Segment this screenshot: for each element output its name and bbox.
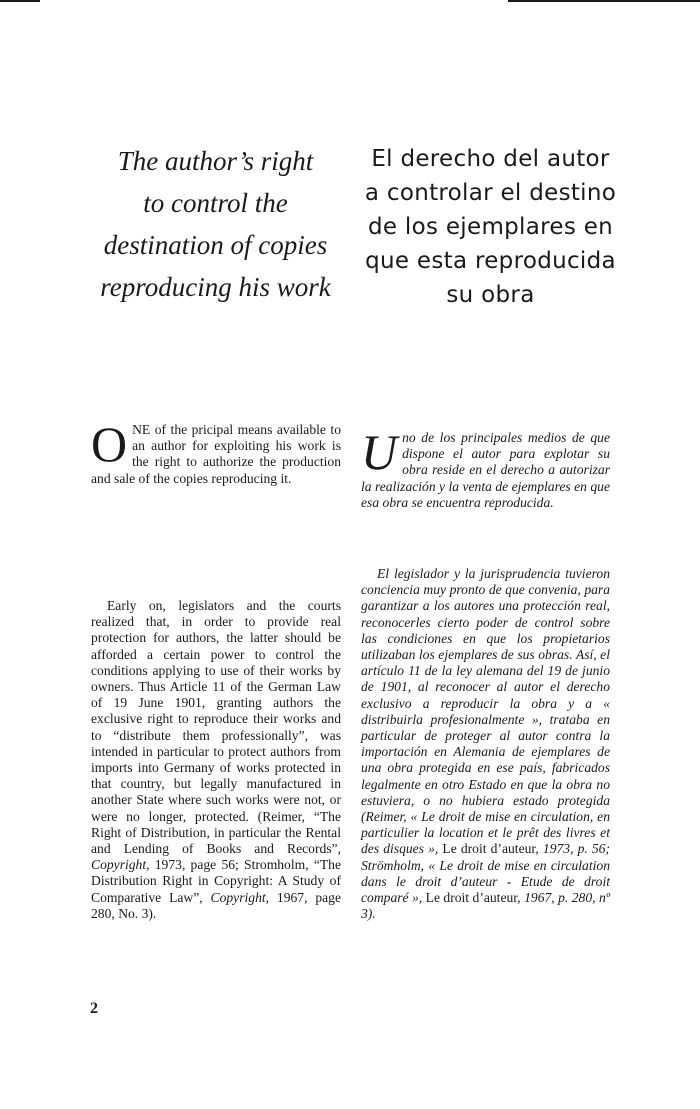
body-en-text: 1967, page 280, No. 3).	[91, 889, 341, 921]
title-en-line: to control the	[143, 188, 288, 218]
intro-text-english: NE of the pricipal means available to an author for exploiting his work is the right to authorize the production and sale of the copies reproducing it.	[91, 422, 341, 486]
intro-paragraph-english	[91, 416, 341, 487]
intro-text-spanish: no de los principales medios de que dispone el autor para explotar su obra reside en el derecho a autorizar la realización y la venta de ejemplares en que esa obra se encuentra reproducida.	[361, 430, 610, 510]
body-es-text: 1967, p. 280, nº 3).	[361, 890, 610, 922]
title-es-line: de los ejemplares en	[367, 214, 614, 240]
title-es-line: a controlar el destino	[364, 180, 617, 206]
top-rule-left	[0, 0, 40, 2]
title-spanish	[358, 142, 623, 312]
body-es-text: El legislador y la jurisprudencia tuvieron conciencia muy pronto de que convenia, para garantizar a los autores una protección real, reconocerles cierto poder de control sobre las condiciones en que los propietarios utilizaban los ejemplares de sus obras. Así, el artículo 11 de la ley alemana del 19 de junio de 1901, al reconocer al autor el derecho exclusivo a reproducir la obra y a « distribuirla profesionalmente », trataba en particular de proteger al autor contra la importación en Alemania de ejemplares de una obra protegida en ese país, fabricados legalmente en otro Estado en que la obra no estuviera, o no hubiera estado protegida (Reimer, « Le droit de mise en circulation, en particulier la location et le prêt des livres et des disques »,	[361, 566, 610, 857]
body-paragraph-english	[91, 598, 341, 922]
title-es-line: su obra	[446, 282, 535, 308]
title-es-line: El derecho del autor	[371, 146, 610, 172]
page-number: 2	[90, 1000, 98, 1017]
title-english	[88, 140, 343, 308]
title-es-line: que esta reproducida	[365, 248, 616, 274]
body-es-citation: Le droit d’auteur,	[442, 841, 539, 857]
body-en-citation: Copyright,	[210, 889, 270, 905]
body-es-text: 1973, p. 56; Strömholm, « Le droit de mise en circulation dans le droit d’auteur - Etude de droit comparé »,	[361, 841, 611, 906]
body-en-citation: Copyright,	[91, 857, 150, 873]
drop-cap-u: U	[361, 424, 398, 480]
intro-paragraph-spanish	[361, 424, 610, 511]
title-en-line: destination of copies	[103, 230, 328, 260]
body-en-text: 1973, page 56; Stromholm, “The Distribution Right in Copyright: A Study of Comparative Law”,	[91, 857, 341, 905]
body-en-text: Early on, legislators and the courts realized that, in order to provide real protection for authors, the latter should be afforded a certain power to control the conditions applying to use of their works by owners. Thus Article 11 of the German Law of 19 June 1901, granting authors the exclusive right to reproduce their works and to “distribute them professionally”, was intended in particular to protect authors from imports into Germany of works protected in that country, but legally manufactured in another State where such works were not, or were no longer, protected. (Reimer, “The Right of Distribution, in particular the Rental and Lending of Books and Records”,	[91, 598, 341, 857]
body-paragraph-spanish	[361, 566, 610, 922]
drop-cap-o: O	[91, 416, 128, 472]
top-rule-right	[508, 0, 700, 2]
title-en-line: The author’s right	[117, 146, 314, 176]
body-es-citation: Le droit d’auteur,	[425, 890, 521, 906]
title-en-line: reproducing his work	[100, 272, 331, 302]
